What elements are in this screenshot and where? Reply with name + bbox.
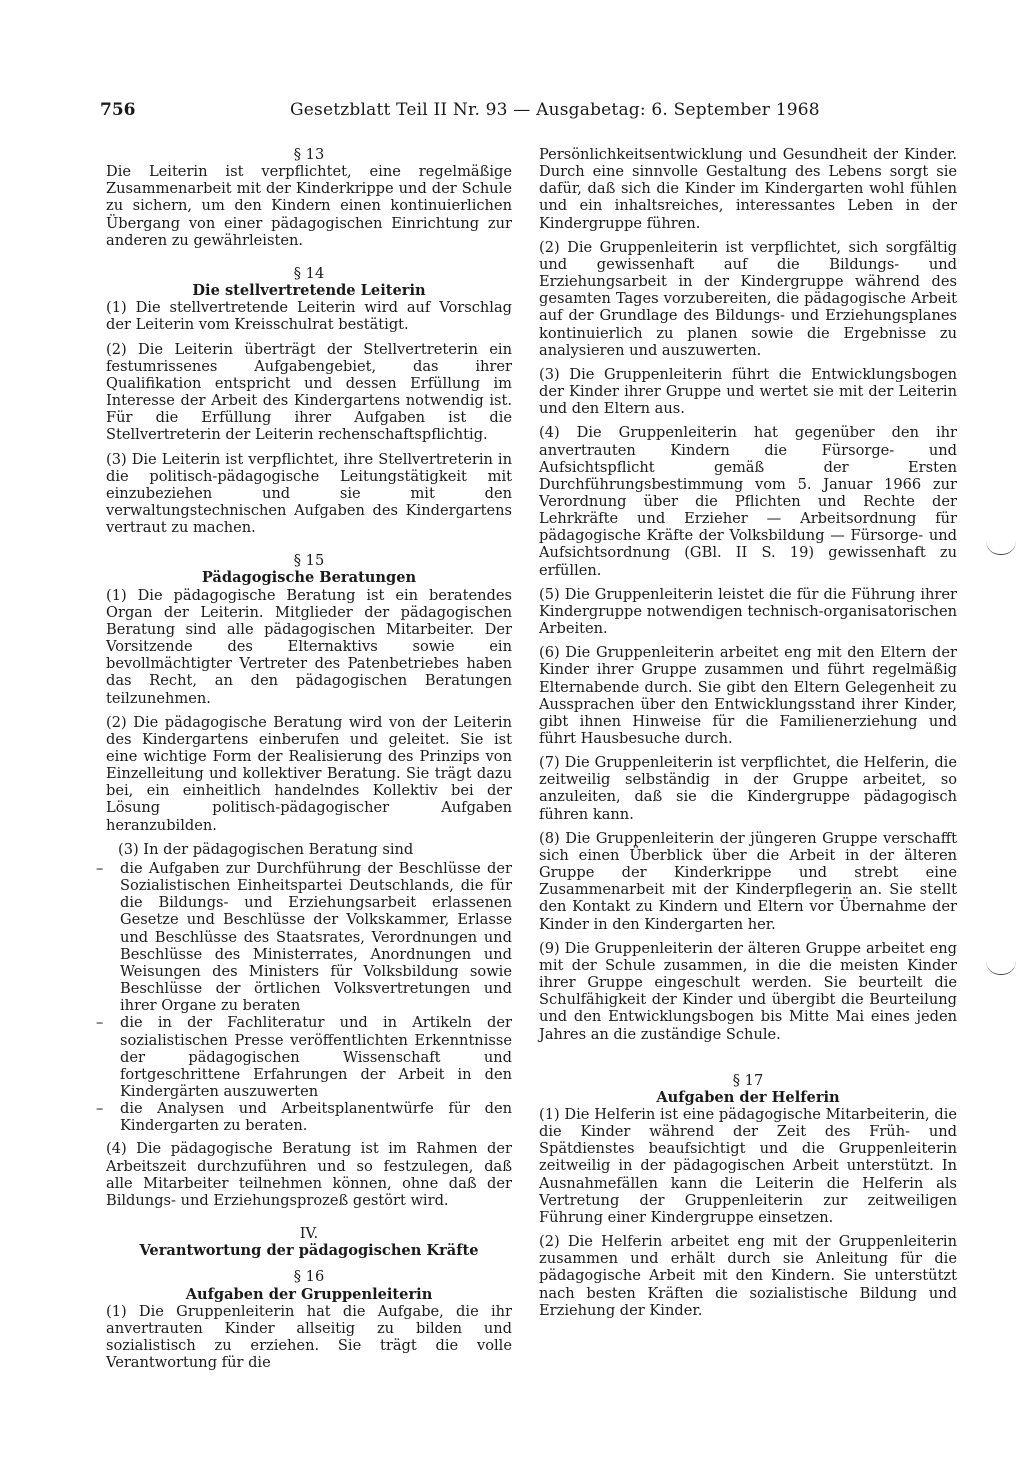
list-item: – die in der Fachliteratur und in Artikeln der sozialistischen Presse veröffentlichten Erkenntnisse der pädagogischen Wissenschaft und fortgeschrittene Erfahrungen der Arbeit in den Kindergärten auszuwerten [106,1014,512,1100]
section-14-number: § 14 [293,264,325,282]
section-16-para-6: (6) Die Gruppenleiterin arbeitet eng mit den Eltern der Kinder ihrer Gruppe zusammen und führt regelmäßig Elternabende durch. Sie gibt den Eltern Gelegenheit zu Aussprachen über den Entwicklungsstand ihrer Kinder, gibt ihnen Hinweise für die Familienerziehung und führt Hausbesuche durch. [539,644,957,747]
section-14-para-3: (3) Die Leiterin ist verpflichtet, ihre Stellvertreterin in die politisch-pädagogische Leitungstätigkeit mit einzubeziehen und sie mit den verwaltungstechnischen Aufgaben des Kindergartens vertraut zu machen. [106,450,512,537]
section-16-para-9: (9) Die Gruppenleiterin der älteren Gruppe arbeitet eng mit der Schule zusammen, in die die meisten Kinder ihrer Gruppe eingeschult werden. Sie beurteilt die Schulfähigkeit der Kinder und übergibt die Beurteilung und den Entwicklungsbogen bis Mitte Mai eines jeden Jahres an die zuständige Schule. [539,939,957,1043]
section-17-title: Aufgaben der Helferin [656,1088,840,1106]
section-17-para-1: (1) Die Helferin ist eine pädagogische Mitarbeiterin, die die Kinder während der Zeit des Früh- und Spätdienstes beaufsichtigt und die Gruppenleiterin zeitweilig in der pädagogischen Arbeit unterstützt. In Ausnahmefällen kann die Leiterin die Helferin als Vertretung der Gruppenleiterin zur zeitweiligen Führung einer Kindergruppe einsetzen. [539,1105,957,1226]
section-15-number: § 15 [293,552,325,570]
section-16-para-5: (5) Die Gruppenleiterin leistet die für die Führung ihrer Kindergruppe notwendigen technisch-organisatorischen Arbeiten. [539,585,957,638]
section-15-para-3-intro: (3) In der pädagogischen Beratung sind [118,840,414,858]
section-15-title: Pädagogische Beratungen [201,569,417,587]
section-15-para-2: (2) Die pädagogische Beratung wird von der Leiterin des Kindergartens einberufen und geleitet. Sie ist eine wichtige Form der Realisierung des Prinzips von Einzelleitung und kollektiver Beratung. Sie trägt dazu bei, ein einheitlich handelndes Kollektiv bei der Lösung politisch-pädagogischer Aufgaben heranzubilden. [106,713,512,834]
section-15-para-4: (4) Die pädagogische Beratung ist im Rahmen der Arbeitszeit durchzuführen und so festzulegen, daß alle Mitarbeiter teilnehmen können, ohne daß der Bildungs- und Erziehungsprozeß gestört wird. [106,1140,512,1209]
section-16-para-1-start: (1) Die Gruppenleiterin hat die Aufgabe, die ihr anvertrauten Kinder allseitig zu bilden und sozialistisch zu erziehen. Sie trägt die volle Verantwortung für die [106,1302,512,1372]
section-15-para-1: (1) Die pädagogische Beratung ist ein beratendes Organ der Leiterin. Mitglieder der pädagogischen Beratung sind alle pädagogischen Mitarbeiter. Der Vorsitzende des Elternaktivs sowie ein bevollmächtigter Vertreter des Patenbetriebes haben das Recht, an den pädagogischen Beratungen teilzunehmen. [106,586,512,707]
section-14-para-1: (1) Die stellvertretende Leiterin wird auf Vorschlag der Leiterin vom Kreisschulrat bestätigt. [106,299,512,334]
page-number: 756 [100,100,136,120]
section-16-para-7: (7) Die Gruppenleiterin ist verpflichtet, die Helferin, die zeitweilig selbständig in der Gruppe arbeitet, so anzuleiten, daß sie die Kindergruppe pädagogisch führen kann. [539,754,957,823]
section-13-text: Die Leiterin ist verpflichtet, eine regelmäßige Zusammenarbeit mit der Kinderkrippe und der Schule zu sichern, um den Kindern einen kontinuierlichen Übergang von einer pädagogischen Einrichtung zur anderen zu gewährleisten. [106,163,512,249]
list-item: – die Analysen und Arbeitsplanentwürfe für den Kindergarten zu beraten. [106,1100,512,1134]
right-column [539,146,957,1326]
section-16-para-2: (2) Die Gruppenleiterin ist verpflichtet, sich sorgfältig und gewissenhaft auf die Bildungs- und Erziehungsarbeit in der Kindergruppe während des gesamten Tages vorzubereiten, die pädagogische Arbeit auf der Grundlage des Bildungs- und Erziehungsplanes kontinuierlich zu planen sowie die Ergebnisse zu analysieren und auszuwerten. [539,238,957,359]
gazette-title: Gesetzblatt Teil II Nr. 93 — Ausgabetag: 6. September 1968 [290,100,820,120]
section-16-para-3: (3) Die Gruppenleiterin führt die Entwicklungsbogen der Kinder ihrer Gruppe und wertet sie mit der Leiterin und den Eltern aus. [539,365,957,418]
section-16-number: § 16 [293,1268,325,1286]
scan-margin-mark [986,960,1016,975]
section-16-title: Aufgaben der Gruppenleiterin [185,1285,433,1303]
section-16-para-1-end: Persönlichkeitsentwicklung und Gesundheit der Kinder. Durch eine sinnvolle Gestaltung des Lebens sorgt sie dafür, daß sich die Kinder im Kindergarten wohl fühlen und ein inhaltsreiches, interessantes Leben in der Kindergruppe führen. [539,146,957,232]
part-4-number: IV. [299,1225,319,1243]
section-16-para-8: (8) Die Gruppenleiterin der jüngeren Gruppe verschafft sich einen Überblick über die Arbeit in der älteren Gruppe der Kinderkrippe und strebt eine Zusammenarbeit mit der Kinderpflegerin an. Sie stellt den Kontakt zu Kindern und Eltern vor Übernahme der Kinder in den Kindergarten her. [539,829,957,933]
section-13-number: § 13 [293,146,325,163]
section-14-title: Die stellvertretende Leiterin [192,282,426,300]
part-4-title: Verantwortung der pädagogischen Kräfte [139,1242,479,1260]
section-17-para-2: (2) Die Helferin arbeitet eng mit der Gruppenleiterin zusammen und erhält durch sie Anleitung für die pädagogische Arbeit mit den Kindern. Sie unterstützt nach besten Kräften die sozialistische Bildung und Erziehung der Kinder. [539,1233,957,1319]
section-14-para-2: (2) Die Leiterin überträgt der Stellvertreterin ein festumrissenes Aufgabengebiet, das ihrer Qualifikation entspricht und dessen Erfüllung im Interesse der Arbeit des Kindergartens notwendig ist. Für die Erfüllung ihrer Aufgaben ist die Stellvertreterin der Leiterin rechenschaftspflichtig. [106,340,512,444]
section-16-para-4: (4) Die Gruppenleiterin hat gegenüber den ihr anvertrauten Kindern die Fürsorge- und Aufsichtspflicht gemäß der Ersten Durchführungsbestimmung vom 5. Januar 1966 zur Verordnung über die Pflichten und Rechte der Lehrkräfte und Erzieher — Arbeitsordnung für pädagogische Kräfte der Volksbildung — Fürsorge- und Aufsichtsordnung (GBl. II S. 19) gewissenhaft zu erfüllen. [539,424,957,579]
list-item: – die Aufgaben zur Durchführung der Beschlüsse der Sozialistischen Einheitspartei Deutschlands, die für die Bildungs- und Erziehungsarbeit erlassenen Gesetze und Beschlüsse der Volkskammer, Erlasse und Beschlüsse des Staatsrates, Verordnungen und Beschlüsse des Ministerrates, Anordnungen und Weisungen des Ministers für Volksbildung sowie Beschlüsse der örtlichen Volksvertretungen und ihrer Organe zu beraten [106,860,512,1014]
section-15-list [106,860,512,1135]
left-column [106,146,512,1378]
scan-margin-mark [986,540,1016,555]
section-17-number: § 17 [732,1071,764,1089]
